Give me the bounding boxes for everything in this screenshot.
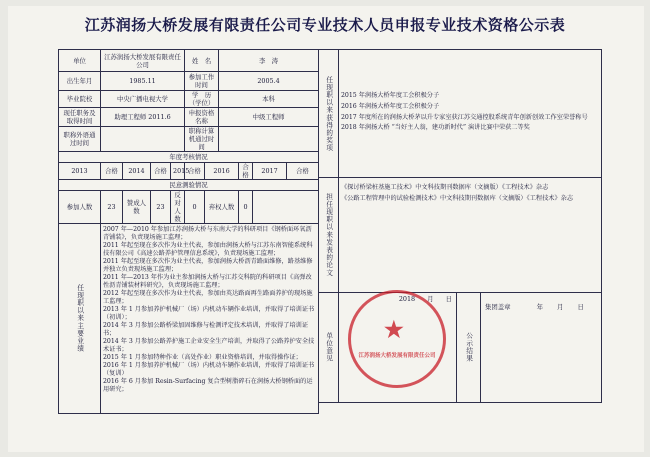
seal-year: 年 — [536, 303, 543, 311]
foreign-label: 职称外语通过时间 — [59, 127, 101, 152]
unit-label: 单位 — [59, 50, 101, 72]
poll-label-4: 弃权人数 — [205, 191, 239, 224]
poll-value-3: 0 — [185, 191, 205, 224]
poll-value-1: 23 — [101, 191, 123, 224]
annual-result-2: 合格 — [151, 163, 171, 180]
annual-result-4: 合格 — [239, 163, 253, 180]
paper-line: 《公路工程管理中的试验检测技术》中文科技期刊数据库（文摘版）《工程技术》杂志 — [341, 194, 574, 202]
current-title-label: 现任职务及取得时间 — [59, 108, 101, 127]
annual-year-4: 2016 — [205, 163, 239, 180]
computer-label: 职称计算机通过时间 — [185, 127, 219, 152]
company-seal — [348, 290, 446, 388]
poll-label-3: 反对人数 — [171, 191, 185, 224]
paper-content — [339, 178, 602, 293]
perf-line: 2013 年 1 月参加养护机械厂（场）内机动车辆作业培训，并取得了培训证书（初训）； — [103, 306, 315, 321]
foreign-value — [101, 127, 185, 152]
honor-content — [339, 50, 602, 178]
seal-day: 日 — [577, 303, 584, 311]
honor-line: 2016 年润扬大桥年度工会积极分子 — [341, 102, 440, 110]
unit-opinion-month: 月 — [427, 295, 434, 303]
applicant-info-table — [58, 49, 319, 414]
poll-label-2: 赞成人数 — [123, 191, 151, 224]
unit-value: 江苏润扬大桥发展有限责任公司 — [101, 50, 185, 72]
annual-year-3: 2015 — [171, 163, 185, 180]
perf-line: 2011 年起至现在多次作为业主代表，参加由润扬大桥与江苏东南智能系统科技有限公司《高速公路养护管理信息系统》，负责现场施工监理； — [103, 242, 313, 257]
unit-opinion-day: 日 — [445, 295, 452, 303]
perf-line: 2011 年起至现在多次作为业主代表，参加润扬大桥沥青路面维修，路基维修并独立负责现场施工监理； — [103, 258, 313, 273]
perf-line: 2014 年 3 月参加公路养护施工企业安全生产培训，并取得了公路养护安全技术证书； — [103, 338, 315, 353]
seal-month: 月 — [557, 303, 564, 311]
school-value: 中央广播电视大学 — [101, 91, 185, 108]
annual-result-1: 合格 — [101, 163, 123, 180]
annual-result-5: 合格 — [287, 163, 319, 180]
annual-header: 年度考核情况 — [59, 152, 319, 163]
perf-line: 2011 年—2013 年作为业主参加润扬大桥与江苏交科院的科研项目《高弹改性沥青铺装材料研究》，负责现场施工监理； — [103, 274, 312, 289]
work-start-label: 参加工作时间 — [185, 72, 219, 91]
school-label: 毕业院校 — [59, 91, 101, 108]
birth-label: 出生年月 — [59, 72, 101, 91]
seal-text: 江苏润扬大桥发展有限责任公司 — [358, 353, 436, 359]
perf-line: 2015 年 1 月参加特种作业（高处作业）职业资格培训，并取得操作证； — [103, 354, 302, 361]
perf-line: 2007 年—2010 年参加江苏润扬大桥与东南大学的科研项目《钢桥面环氧沥青铺装》，负责现场施工监理； — [103, 226, 312, 241]
perf-line: 2016 年 6 月参加 Resin-Surfacing 复合型树脂碎石在润扬大桥钢桥面的运用研究； — [103, 378, 313, 393]
perf-line: 2014 年 3 月参加公路桥梁加固维修与检测评定技术培训，并取得了培训证书； — [103, 322, 309, 337]
birth-value: 1985.11 — [101, 72, 185, 91]
annual-result-3: 合格 — [185, 163, 205, 180]
unit-opinion-label: 单位意见 — [319, 293, 339, 403]
current-title-value: 助理工程师 2011.6 — [101, 108, 185, 127]
annual-year-1: 2013 — [59, 163, 101, 180]
honor-line: 2017 年度所在的润扬大桥茅以升专家室获江苏交通控股系统青年创新创效工作室荣誉称号 — [341, 113, 588, 121]
honor-line: 2015 年润扬大桥年度工会积极分子 — [341, 92, 440, 99]
poll-value-2: 23 — [151, 191, 171, 224]
edu-value: 本科 — [219, 91, 319, 108]
perf-content — [101, 224, 319, 414]
paper-label: 担任现职以来发表的论文 — [319, 178, 339, 293]
page-title: 江苏润扬大桥发展有限责任公司专业技术人员申报专业技术资格公示表 — [84, 16, 566, 34]
unit-opinion-date: 2018 — [398, 295, 416, 303]
perf-line: 2016 年 1 月参加养护机械厂（场）内机动车辆作业培训，并取得了培训证书（复训） — [103, 362, 315, 377]
paper-line: 《探讨桥梁桩基施工技术》中文科技期刊数据库（文摘版）《工程技术》杂志 — [341, 184, 549, 191]
perf-line: 2012 年起至现在多次作为业主代表，参加由英达路面再生路面养护的现场施工监理； — [103, 290, 313, 305]
apply-value: 中级工程师 — [219, 108, 319, 127]
name-label: 姓 名 — [185, 50, 219, 72]
poll-label-1: 参加人数 — [59, 191, 101, 224]
work-start-value: 2005.4 — [219, 72, 319, 91]
public-label: 公示结果 — [457, 293, 481, 403]
apply-label: 申报资格名称 — [185, 108, 219, 127]
edu-label: 学 历（学位） — [185, 91, 219, 108]
honor-line: 2018 年润扬大桥 “当好主人翁，建功新时代” 演讲比赛中荣获二等奖 — [341, 124, 530, 132]
annual-year-5: 2017 — [253, 163, 287, 180]
group-seal-label: 集团盖章 — [485, 303, 511, 311]
poll-blank — [253, 191, 319, 224]
computer-value — [219, 127, 319, 152]
perf-label: 任现职以来主要业绩 — [59, 224, 101, 414]
name-value: 李 涛 — [219, 50, 319, 72]
public-content — [481, 293, 602, 403]
seal-star-icon: ★ — [384, 317, 404, 343]
poll-value-4: 0 — [239, 191, 253, 224]
poll-header: 民意测验情况 — [59, 180, 319, 191]
honor-label: 任现职以来获得的奖项 — [319, 50, 339, 178]
annual-year-2: 2014 — [123, 163, 151, 180]
